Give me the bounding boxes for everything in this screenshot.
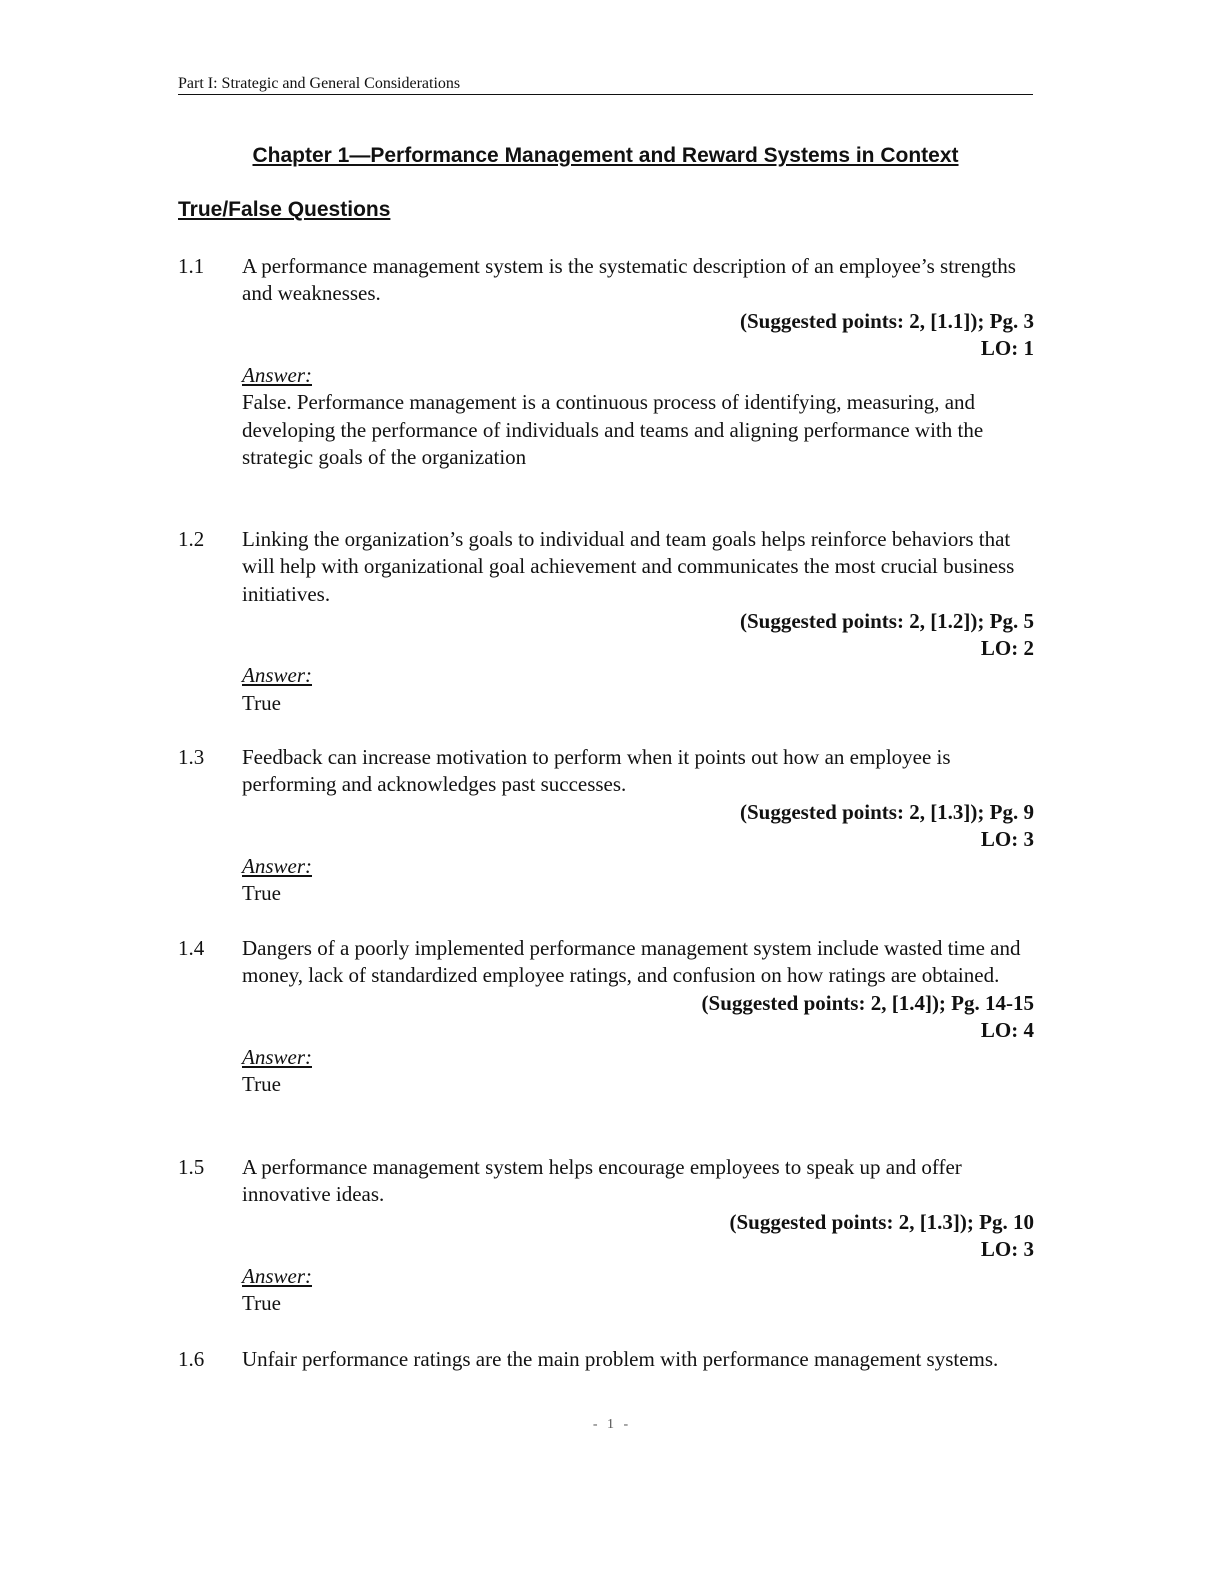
- answer-label: Answer:: [242, 1264, 312, 1289]
- learning-objective: LO: 3: [980, 1236, 1034, 1261]
- answer-text: True: [242, 1072, 281, 1097]
- question-text: A performance management system helps encourage employees to speak up and offer innovative ideas.: [242, 1155, 962, 1207]
- page-number: - 1 -: [592, 1417, 632, 1432]
- question-number: 1.3: [178, 745, 205, 769]
- answer-text: True: [242, 1291, 281, 1316]
- question-1-5: [178, 1154, 1034, 1318]
- question-1-2: [178, 526, 1034, 717]
- answer-label: Answer:: [242, 663, 312, 688]
- suggested-points: (Suggested points: 2, [1.1]); Pg. 3: [740, 308, 1034, 333]
- suggested-points: (Suggested points: 2, [1.2]); Pg. 5: [740, 608, 1034, 633]
- learning-objective: LO: 4: [980, 1017, 1034, 1042]
- suggested-points: (Suggested points: 2, [1.3]); Pg. 10: [729, 1209, 1034, 1234]
- question-text: A performance management system is the systematic description of an employee’s strengths and weaknesses.: [242, 254, 1016, 306]
- answer-label: Answer:: [242, 363, 312, 388]
- answer-text: False. Performance management is a continuous process of identifying, measuring, and developing the performance of individuals and teams and aligning performance with the strategic goals of the organization: [242, 390, 984, 470]
- section-title: True/False Questions: [178, 198, 391, 221]
- answer-text: True: [242, 690, 281, 715]
- chapter-title: Chapter 1—Performance Management and Reward Systems in Context: [252, 144, 959, 167]
- question-1-3: [178, 744, 1034, 908]
- question-text: Unfair performance ratings are the main problem with performance management systems.: [242, 1347, 999, 1371]
- question-text: Dangers of a poorly implemented performance management system include wasted time and money, lack of standardized employee ratings, and confusion on how ratings are obtained.: [242, 936, 1021, 988]
- learning-objective: LO: 1: [980, 335, 1034, 360]
- question-1-6: [178, 1346, 1034, 1373]
- answer-text: True: [242, 881, 281, 906]
- question-text: Feedback can increase motivation to perform when it points out how an employee is performing and acknowledges past successes.: [242, 745, 951, 797]
- learning-objective: LO: 3: [980, 826, 1034, 851]
- question-number: 1.1: [178, 254, 205, 278]
- question-number: 1.4: [178, 936, 205, 960]
- question-number: 1.5: [178, 1155, 205, 1179]
- question-text: Linking the organization’s goals to individual and team goals helps reinforce behaviors that will help with organizational goal achievement and communicates the most crucial business initiatives.: [242, 527, 1015, 606]
- suggested-points: (Suggested points: 2, [1.4]); Pg. 14-15: [701, 990, 1034, 1015]
- question-1-1: [178, 253, 1034, 471]
- answer-label: Answer:: [242, 1045, 312, 1070]
- question-1-4: [178, 935, 1034, 1099]
- answer-label: Answer:: [242, 854, 312, 879]
- question-number: 1.6: [178, 1347, 205, 1371]
- running-header: Part I: Strategic and General Considerations: [178, 74, 1033, 95]
- question-number: 1.2: [178, 527, 205, 551]
- learning-objective: LO: 2: [980, 636, 1034, 661]
- suggested-points: (Suggested points: 2, [1.3]); Pg. 9: [740, 799, 1034, 824]
